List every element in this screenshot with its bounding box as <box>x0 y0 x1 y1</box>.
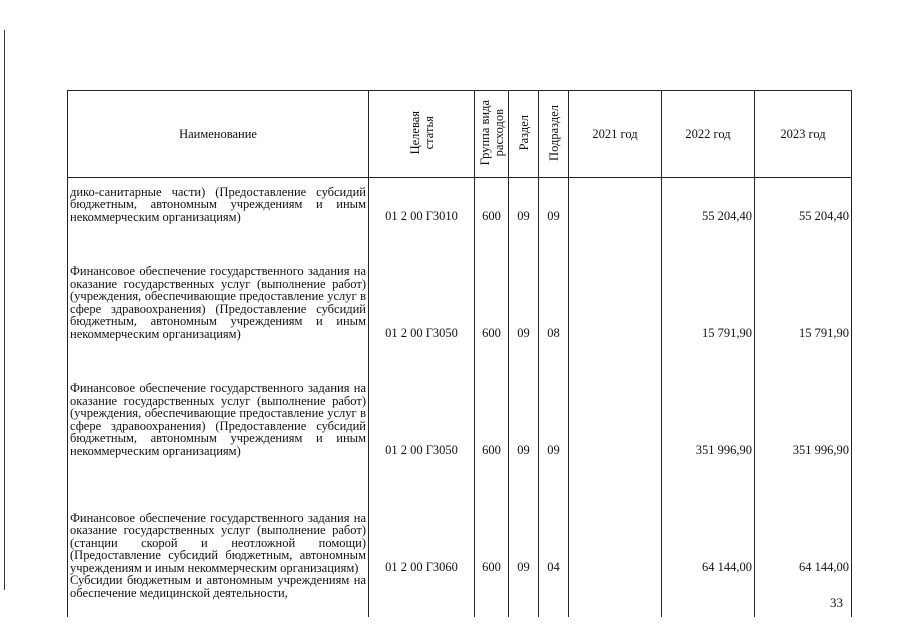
row-name: Финансовое обеспечение государственного задания на оказание государственных услуг (выполнение работ) (учреждения, обеспечивающие предоставление услуг в сфере здравоохранения) (Предоставление субсидий бюджетным, автономным учреждениям и иным некоммерческим организациям) <box>68 340 369 457</box>
row-section: 09 <box>509 223 539 340</box>
row-2023: 64 144,00 <box>755 457 852 574</box>
row-section: 09 <box>509 340 539 457</box>
row-code <box>369 574 475 617</box>
row-2022: 55 204,40 <box>662 178 755 224</box>
row-group <box>475 574 509 617</box>
row-group: 600 <box>475 340 509 457</box>
row-code: 01 2 00 Г3050 <box>369 340 475 457</box>
table-row <box>68 178 852 224</box>
table-row <box>68 457 852 574</box>
header-section: Раздел <box>509 91 539 178</box>
row-section <box>509 574 539 617</box>
row-2021 <box>569 178 662 224</box>
row-name: дико-санитарные части) (Предоставление субсидий бюджетным, автономным учреждениям и иным некоммерческим организациям) <box>68 178 369 224</box>
row-group: 600 <box>475 223 509 340</box>
table-row <box>68 340 852 457</box>
row-2023: 351 996,90 <box>755 340 852 457</box>
row-code: 01 2 00 Г3050 <box>369 223 475 340</box>
header-2022: 2022 год <box>662 91 755 178</box>
header-subsection: Подраздел <box>539 91 569 178</box>
header-target-article: Целевая статья <box>369 91 475 178</box>
row-2022 <box>662 574 755 617</box>
row-2023: 15 791,90 <box>755 223 852 340</box>
row-code: 01 2 00 Г3060 <box>369 457 475 574</box>
row-name: Финансовое обеспечение государственного задания на оказание государственных услуг (выполнение работ) (станции скорой и неотложной помощи) (Предоставление субсидий бюджетным, автономным учреждениям и иным некоммерческим организациям) <box>68 457 369 574</box>
table-row <box>68 223 852 340</box>
header-2023: 2023 год <box>755 91 852 178</box>
header-name: Наименование <box>68 91 369 178</box>
row-subsection <box>539 574 569 617</box>
row-2022: 64 144,00 <box>662 457 755 574</box>
header-2021: 2021 год <box>569 91 662 178</box>
row-2023: 55 204,40 <box>755 178 852 224</box>
budget-table <box>67 90 852 617</box>
row-2021 <box>569 340 662 457</box>
row-section: 09 <box>509 457 539 574</box>
row-name: Финансовое обеспечение государственного задания на оказание государственных услуг (выполнение работ) (учреждения, обеспечивающие предоставление услуг в сфере здравоохранения) (Предоставление субсидий бюджетным, автономным учреждениям и иным некоммерческим организациям) <box>68 223 369 340</box>
row-name: Субсидии бюджетным и автономным учреждениям на обеспечение медицинской деятельности, <box>68 574 369 617</box>
row-2021 <box>569 457 662 574</box>
row-2021 <box>569 574 662 617</box>
row-subsection: 08 <box>539 223 569 340</box>
page-number: 33 <box>830 595 843 610</box>
row-code: 01 2 00 Г3010 <box>369 178 475 224</box>
row-2022: 15 791,90 <box>662 223 755 340</box>
row-2022: 351 996,90 <box>662 340 755 457</box>
row-subsection: 09 <box>539 340 569 457</box>
page-edge-line <box>4 30 5 590</box>
header-expense-group: Группа вида расходов <box>475 91 509 178</box>
row-section: 09 <box>509 178 539 224</box>
table-row <box>68 574 852 617</box>
row-subsection: 09 <box>539 178 569 224</box>
row-2021 <box>569 223 662 340</box>
row-group: 600 <box>475 457 509 574</box>
row-group: 600 <box>475 178 509 224</box>
header-row <box>68 91 852 178</box>
row-subsection: 04 <box>539 457 569 574</box>
